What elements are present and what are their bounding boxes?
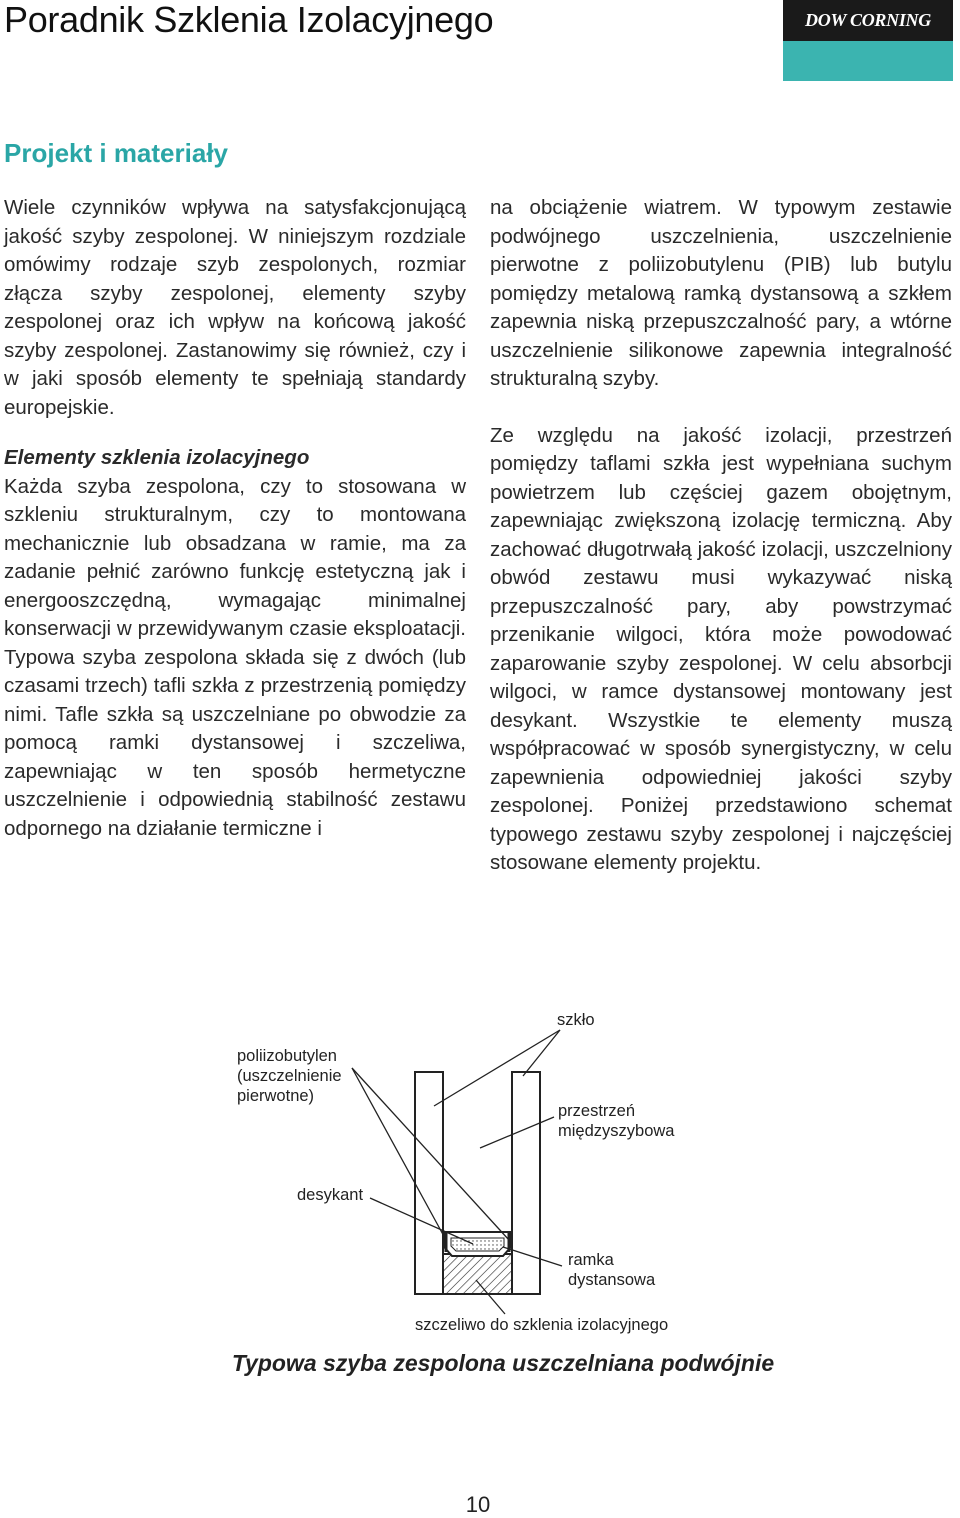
sealant bbox=[443, 1254, 512, 1294]
logo-accent-bar bbox=[783, 41, 953, 81]
label-desiccant: desykant bbox=[297, 1186, 364, 1204]
body-paragraph: Każda szyba zespolona, czy to stosowana w szkleniu strukturalnym, czy to montowana mechanicznie lub obsadzana w ramie, ma za zadanie pełnić zarówno funkcję estetyczną jak i energooszczędną, wymagając minimalnej konserwacji w przewidywanym czasie eksploatacji. Typowa szyba zespolona składa się z dwóch (lub czasami trzech) tafli szkła z przestrzenią pomiędzy nimi. Tafle szkła są uszczelniane po obwodzie za pomocą ramki dystansowej i szczeliwa, zapewniając w ten sposób hermetyczne uszczelnienie i odpowiednią stabilność zestawu odpornego na działanie termiczne i bbox=[4, 474, 466, 840]
glass-pane-left bbox=[415, 1072, 443, 1294]
diagram-caption: Typowa szyba zespolona uszczelniana podwójnie bbox=[231, 1350, 775, 1376]
label-pib-2: (uszczelnienie bbox=[237, 1067, 342, 1085]
insulating-glass-diagram bbox=[0, 990, 960, 1370]
glass-pane-right bbox=[512, 1072, 540, 1294]
dow-corning-logo bbox=[783, 0, 953, 41]
left-column bbox=[4, 194, 466, 843]
page-number: 10 bbox=[465, 1492, 491, 1517]
label-glass: szkło bbox=[557, 1011, 595, 1029]
label-cavity-1: przestrzeń bbox=[558, 1102, 636, 1120]
label-cavity-2: międzyszybowa bbox=[558, 1122, 675, 1140]
intro-paragraph: Wiele czynników wpływa na satysfakcjonującą jakość szyby zespolonej. W niniejszym rozdziale omówimy rodzaje szyb zespolonych, rozmiar złącza szyby zespolonej, elementy szyby zespolonej oraz ich wpływ na końcową jakość szyby zespolonej. Zastanowimy się również, czy i w jaki sposób elementy te spełniają standardy europejskie. bbox=[4, 196, 466, 419]
right-paragraph-1: na obciążenie wiatrem. W typowym zestawie podwójnego uszczelnienia, uszczelnienie pierwotne z poliizobutylenu (PIB) lub butylu pomiędzy metalową ramką dystansową a szkłem zapewnia niską przepuszczalność pary, a wtórne uszczelnienie silikonowe zapewnia integralność strukturalną szyby. bbox=[490, 196, 952, 390]
right-paragraph-2: Ze względu na jakość izolacji, przestrzeń pomiędzy taflami szkła jest wypełniana suchym powietrzem lub częściej gazem obojętnym, zapewniając zwiększoną izolację termiczną. Aby zachować długotrwałą jakość izolacji, uszczelniony obwód zestawu musi wykazywać niską przepuszczalność pary, aby powstrzymać przenikanie wilgoci, która może powodować zaparowanie szyby zespolonej. W celu absorbcji wilgoci, w ramce dystansowej montowany jest desykant. Wszystkie te elementy muszą współpracować w sposób synergistyczny, w celu zapewnienia odpowiedniej jakości szyby zespolonej. Poniżej przedstawiono schemat typowego zestawu szyby zespolonej i najczęściej stosowane elementy projektu. bbox=[490, 423, 952, 874]
desiccant bbox=[451, 1238, 504, 1251]
right-column bbox=[490, 194, 952, 878]
label-pib-3: pierwotne) bbox=[237, 1087, 315, 1105]
leader-glass-right bbox=[523, 1030, 560, 1076]
label-sealant: szczeliwo do szklenia izolacyjnego bbox=[415, 1316, 669, 1334]
label-pib-1: poliizobutylen bbox=[237, 1047, 337, 1065]
leader-glass-left bbox=[434, 1030, 560, 1106]
logo-text: DOW CORNING bbox=[805, 10, 931, 30]
label-spacer-2: dystansowa bbox=[568, 1271, 656, 1289]
label-spacer-1: ramka bbox=[568, 1251, 614, 1269]
section-heading: Projekt i materiały bbox=[4, 138, 228, 168]
page-title: Poradnik Szklenia Izolacyjnego bbox=[4, 0, 494, 40]
subheading: Elementy szklenia izolacyjnego bbox=[4, 446, 310, 469]
